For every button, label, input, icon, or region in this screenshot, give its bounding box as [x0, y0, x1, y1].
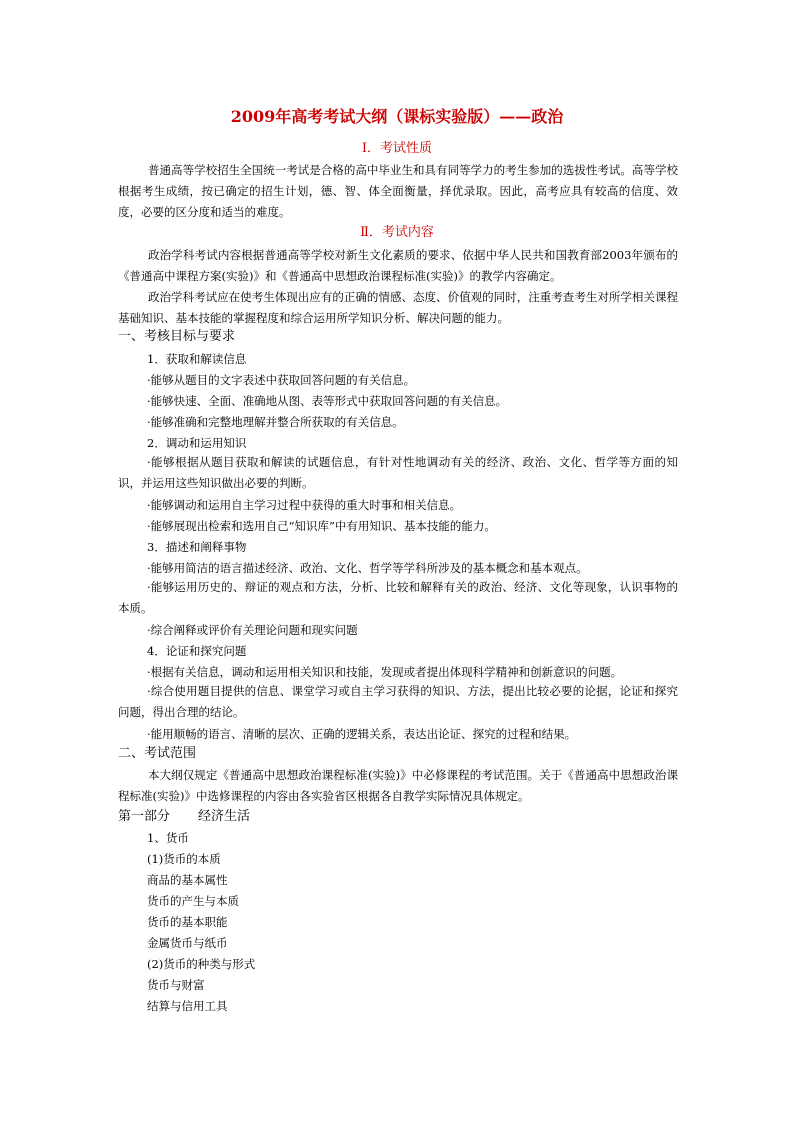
- goal-2-label: 2．调动和运用知识: [147, 436, 247, 450]
- document-title: 2009年高考考试大纲（课标实验版）——政治: [230, 107, 564, 126]
- goal-4-label: 4．论证和探究问题: [147, 644, 247, 658]
- goal-3-item-3: ·综合阐释或评价有关理论问题和现实问题: [147, 623, 358, 637]
- goal-4-item-2: ·综合使用题目提供的信息、课堂学习或自主学习获得的知识、方法，提出比较必要的论据，论证和探究问题，得出合理的结论。: [118, 684, 678, 719]
- goal-1-label: 1．获取和解读信息: [147, 352, 247, 366]
- subtopic-1-item-1: 商品的基本属性: [147, 873, 228, 887]
- part-label: 第一部分: [118, 809, 171, 824]
- goal-1-item-3: ·能够准确和完整地理解并整合所获取的有关信息。: [147, 415, 404, 429]
- goal-2-item-2: ·能够调动和运用自主学习过程中获得的重大时事和相关信息。: [147, 498, 462, 512]
- subtopic-1: (1)货币的本质: [147, 852, 221, 866]
- part-heading: [118, 808, 250, 826]
- part-name: 经济生活: [198, 809, 251, 824]
- subtopic-2-item-2: 结算与信用工具: [147, 999, 228, 1013]
- topic-money: 1、货币: [147, 831, 189, 845]
- scope-heading: 二、考试范围: [118, 746, 197, 761]
- goal-2-item-3: ·能够展现出检索和选用自己“知识库”中有用知识、基本技能的能力。: [147, 519, 496, 533]
- section-heading-nature: Ⅰ．考试性质: [361, 141, 433, 156]
- subtopic-1-item-3: 货币的基本职能: [147, 915, 228, 929]
- goal-2-item-1: ·能够根据从题目获取和解读的试题信息，有针对性地调动有关的经济、政治、文化、哲学等方面的知识，并运用这些知识做出必要的判断。: [118, 455, 678, 490]
- goal-4-item-3: ·能用顺畅的语言、清晰的层次、正确的逻辑关系，表达出论证、探究的过程和结果。: [147, 727, 577, 741]
- subtopic-2-item-1: 货币与财富: [147, 978, 205, 992]
- content-paragraph-1: 政治学科考试内容根据普通高等学校对新生文化素质的要求、依据中华人民共和国教育部2003年颁布的《普通高中课程方案(实验)》和《普通高中思想政治课程标准(实验)》的教学内容确定。: [118, 248, 678, 283]
- goal-3-label: 3．描述和阐释事物: [147, 540, 247, 554]
- content-paragraph-2: 政治学科考试应在使考生体现出应有的正确的情感、态度、价值观的同时，注重考查考生对所学相关课程基础知识、基本技能的掌握程度和综合运用所学知识分析、解决问题的能力。: [118, 290, 678, 325]
- subtopic-1-item-2: 货币的产生与本质: [147, 894, 239, 908]
- section-heading-content: Ⅱ．考试内容: [360, 225, 434, 240]
- goal-3-item-1: ·能够用简洁的语言描述经济、政治、文化、哲学等学科所涉及的基本概念和基本观点。: [147, 561, 588, 575]
- nature-paragraph: 普通高等学校招生全国统一考试是合格的高中毕业生和具有同等学力的考生参加的选拔性考试。高等学校根据考生成绩，按已确定的招生计划，德、智、体全面衡量，择优录取。因此，高考应具有较高的信度、效度，必要的区分度和适当的难度。: [118, 163, 678, 219]
- goals-heading: 一、考核目标与要求: [118, 329, 236, 344]
- subtopic-2: (2)货币的种类与形式: [147, 957, 256, 971]
- scope-paragraph: 本大纲仅规定《普通高中思想政治课程标准(实验)》中必修课程的考试范围。关于《普通高中思想政治课程标准(实验)》中选修课程的内容由各实验省区根据各自教学实际情况具体规定。: [118, 768, 678, 803]
- subtopic-1-item-4: 金属货币与纸币: [147, 936, 228, 950]
- goal-3-item-2: ·能够运用历史的、辩证的观点和方法，分析、比较和解释有关的政治、经济、文化等现象，认识事物的本质。: [118, 580, 678, 615]
- goal-4-item-1: ·根据有关信息，调动和运用相关知识和技能，发现或者提出体现科学精神和创新意识的问题。: [147, 665, 623, 679]
- goal-1-item-2: ·能够快速、全面、准确地从图、表等形式中获取回答问题的有关信息。: [147, 394, 508, 408]
- goal-1-item-1: ·能够从题目的文字表述中获取回答问题的有关信息。: [147, 373, 416, 387]
